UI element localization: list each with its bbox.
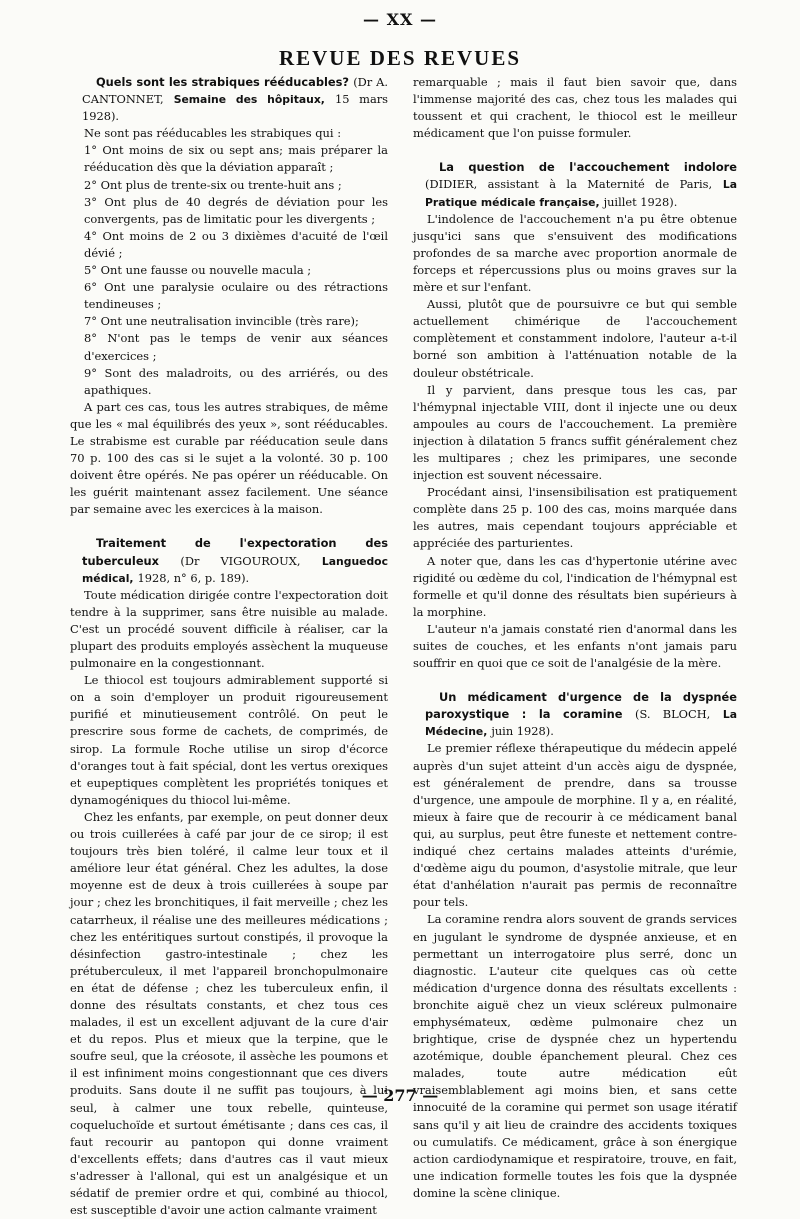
article-title: Quels sont les strabiques rééducables? (Dr A. CANTONNET, Semaine des hôpitaux, 15 mars 1928). xyxy=(82,75,389,124)
list-item: 2° Ont plus de trente-six ou trente-huit ans ; xyxy=(84,177,342,192)
paragraph: Aussi, plutôt que de poursuivre ce but qui semble actuellement chimérique de l'accouchement complètement et constamment indolore, l'auteur a-t-il borné son ambition à l'atténuation notable de la douleur obstétricale. xyxy=(413,297,737,380)
paragraph: Procédant ainsi, l'insensibilisation est pratiquement complète dans 25 p. 100 des cas, moins marquée dans les autres, mais cependant toujours appréciable et appréciée des parturientes. xyxy=(413,485,737,551)
list-item: 1° Ont moins de six ou sept ans; mais préparer la rééducation dès que la déviation apparaît ; xyxy=(84,143,388,175)
paragraph: Ne sont pas rééducables les strabiques qui : xyxy=(84,126,342,141)
article-strabiques xyxy=(70,74,388,518)
list-item: 4° Ont moins de 2 ou 3 dixièmes d'acuité de l'œil dévié ; xyxy=(84,228,388,260)
paragraph: Le thiocol est toujours admirablement supporté si on a soin d'employer un produit rigoureusement purifié et minutieusement contrôlé. On peut le prescrire sous forme de cachets, de comprimés, de sirop. La formule Roche utilise un sirop d'écorce d'oranges tout à fait spécial, dont les vertus orexiques et eupeptiques complètent les propriétés toniques et dynamogéniques du thiocol lui-même. xyxy=(70,673,388,807)
article-title: Traitement de l'expectoration des tuberculeux (Dr VIGOUROUX, Languedoc médical, 1928, n° 6, p. 189). xyxy=(82,536,388,585)
article-coramine xyxy=(413,689,737,1202)
article-expectoration xyxy=(70,535,388,1219)
section-folio: — XX — xyxy=(363,10,437,29)
paragraph: Il y parvient, dans presque tous les cas, par l'hémypnal injectable VIII, dont il injecte une ou deux ampoules au cours de l'accouchement. La première injection à dilatation 5 francs suffit généralement chez les multipares ; chez les primipares, une seconde injection est souvent nécessaire. xyxy=(413,382,737,483)
article-title: La question de l'accouchement indolore (DIDIER, assistant à la Maternité de Paris, La Pratique médicale française, juillet 1928). xyxy=(425,160,738,209)
list-item: 8° N'ont pas le temps de venir aux séances d'exercices ; xyxy=(84,331,388,363)
right-column xyxy=(413,74,737,1202)
left-column xyxy=(70,74,388,1219)
list-item: 9° Sont des maladroits, ou des arriérés, ou des apathiques. xyxy=(84,365,388,397)
list-item: 3° Ont plus de 40 degrés de déviation pour les convergents, pas de limitatic pour les divergents ; xyxy=(84,194,388,226)
article-accouchement xyxy=(413,159,737,672)
paragraph: Toute médication dirigée contre l'expectoration doit tendre à la supprimer, sans être nuisible au malade. C'est un procédé souvent difficile à réaliser, car la plupart des produits employés assèchent la muqueuse pulmonaire en la congestionnant. xyxy=(70,587,388,671)
list-item: 7° Ont une neutralisation invincible (très rare); xyxy=(84,314,359,329)
paragraph: A noter que, dans les cas d'hypertonie utérine avec rigidité ou œdème du col, l'indication de l'hémypnal est formelle et qu'il donne des résultats bien supérieurs à la morphine. xyxy=(413,553,737,619)
paragraph: L'indolence de l'accouchement n'a pu être obtenue jusqu'ici sans que s'ensuivent des modifications profondes de sa marche avec proportion anormale de forceps et répercussions plus ou moins graves sur la mère et sur l'enfant. xyxy=(413,211,737,295)
paragraph: La coramine rendra alors souvent de grands services en jugulant le syndrome de dyspnée anxieuse, et en permettant un interrogatoire plus serré, donc un diagnostic. L'auteur cite quelques cas où cette médication d'urgence donna des résultats excellents : bronchite aiguë chez un vieux scléreux pulmonaire emphysémateux, œdème pulmonaire chez un brightique, crise de dyspnée chez un hypertendu azotémique, double épanchement pleural. Chez ces malades, toute autre médication eût vraisemblablement agi moins bien, et sans cette innocuité de la coramine qui permet son usage itératif sans qu'il y ait lieu de craindre des accidents toxiques ou cumulatifs. Ce médicament, grâce à son énergique action cardiodynamique et respiratoire, trouve, en fait, une indication formelle toutes les fois que la dyspnée domine la scène clinique. xyxy=(413,912,737,1200)
page-number: — 277 — xyxy=(361,1086,439,1105)
paragraph: A part ces cas, tous les autres strabiques, de même que les « mal équilibrés des yeux », sont rééducables. Le strabisme est curable par rééducation seule dans 70 p. 100 des cas si le sujet a la volonté. 30 p. 100 doivent être opérés. Ne pas opérer un rééducable. On les guérit maintenant assez facilement. Une séance par semaine avec les exercices à la maison. xyxy=(70,399,388,517)
paragraph: Le premier réflexe thérapeutique du médecin appelé auprès d'un sujet atteint d'un accès aigu de dyspnée, est généralement de prendre, dans sa trousse d'urgence, une ampoule de morphine. Il y a, en réalité, mieux à faire que de recourir à ce médicament banal qui, au surplus, peut être funeste et nettement contre-indiqué chez certains malades atteints d'urémie, d'œdème aigu du poumon, d'asystolie mitrale, que leur état d'anhélation n'aurait pas permis de reconnaître pour tels. xyxy=(413,741,737,910)
paragraph: L'auteur n'a jamais constaté rien d'anormal dans les suites de couches, et les enfants n'ont jamais paru souffrir en quoi que ce soit de l'analgésie de la mère. xyxy=(413,621,737,671)
list-item: 6° Ont une paralysie oculaire ou des rétractions tendineuses ; xyxy=(84,280,388,312)
article-title: Un médicament d'urgence de la dyspnée paroxystique : la coramine (S. BLOCH, La Médecine, juin 1928). xyxy=(425,690,737,739)
masthead-title: REVUE DES REVUES xyxy=(278,46,522,70)
list-item: 5° Ont une fausse ou nouvelle macula ; xyxy=(84,263,312,278)
paragraph: Chez les enfants, par exemple, on peut donner deux ou trois cuillerées à café par jour de ce sirop; il est toujours très bien toléré, il calme leur toux et il améliore leur état général. Chez les adultes, la dose moyenne est de deux à trois cuillerées à soupe par jour ; chez les bronchitiques, il fait merveille ; chez les catarrheux, il réalise une des meilleures médications ; chez les entéritiques surtout constipés, il provoque la désinfection gastro-intestinale ; chez les prétuberculeux, il met l'appareil bronchopulmonaire en état de défense ; chez les tuberculeux enfin, il donne des résultats constants, et chez tous ces malades, il est un excellent adjuvant de la cure d'air et du repos. Plus et mieux que la terpine, que le soufre seul, que la créosote, il assèche les poumons et il est infiniment moins congestionnant que ces divers produits. Sans doute il ne suffit pas toujours, à lui seul, à calmer une toux rebelle, quinteuse, coqueluchoïde et surtout émétisante ; dans ces cas, il faut recourir au pantopon qui donne vraiment d'excellents effets; dans d'autres cas il vaut mieux s'adresser à l'allonal, qui est un analgésique et un sédatif de premier ordre et qui, combiné au thiocol, est susceptible d'avoir une action calmante vraiment xyxy=(70,809,388,1218)
paragraph-continued: remarquable ; mais il faut bien savoir que, dans l'immense majorité des cas, chez tous les malades qui toussent et qui crachent, le thiocol est le meilleur médicament que l'on puisse formuler. xyxy=(413,75,737,141)
